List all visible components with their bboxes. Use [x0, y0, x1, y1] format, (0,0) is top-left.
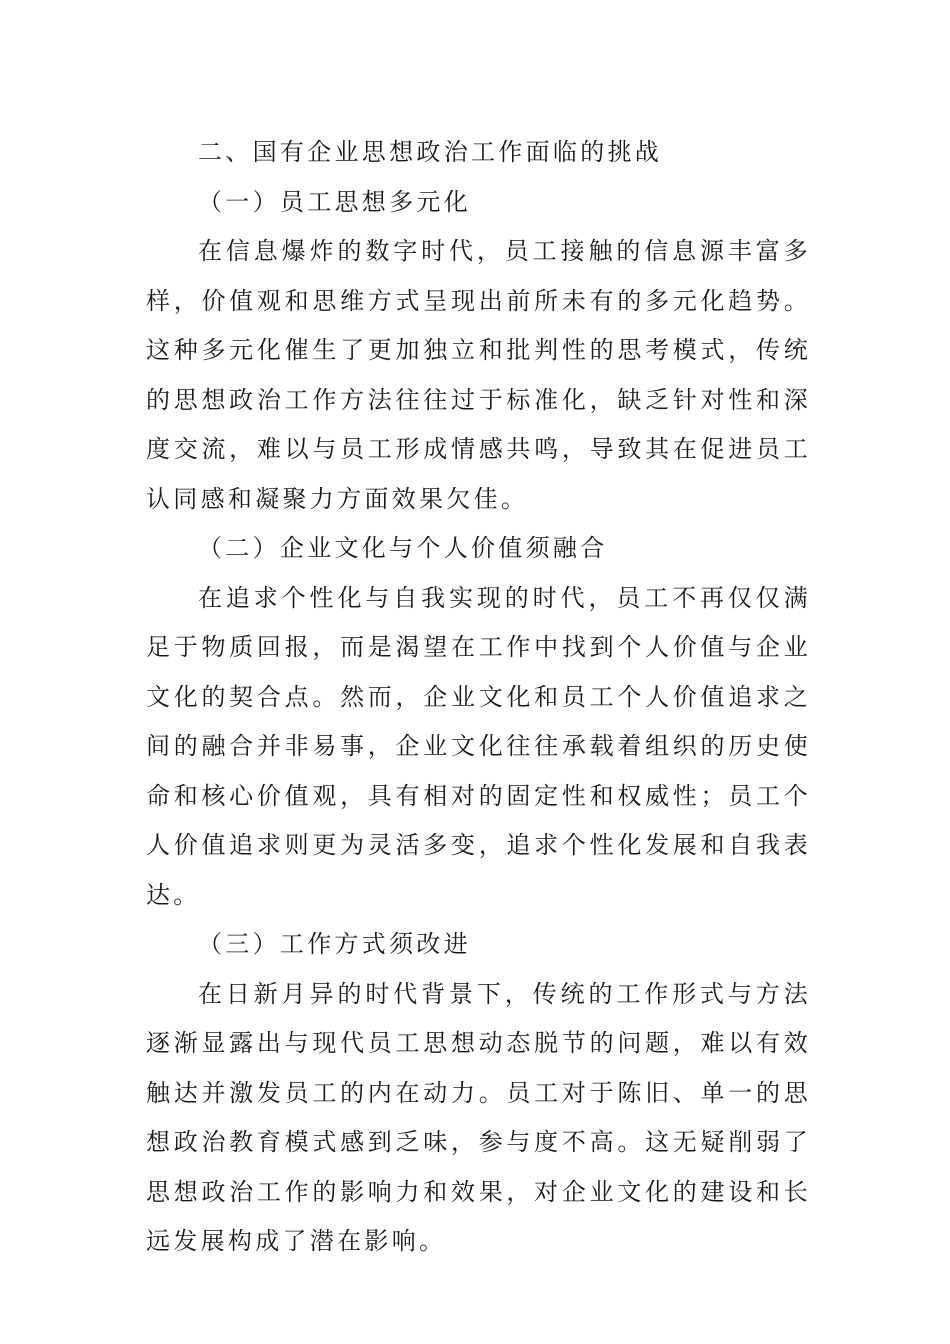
section-title: 二、国有企业思想政治工作面临的挑战 [198, 138, 663, 166]
subsection-heading-2: （二）企业文化与个人价值须融合 [198, 534, 608, 562]
subsection-paragraph-3: 在日新月异的时代背景下，传统的工作形式与方法逐渐显露出与现代员工思想动态脱节的问题，难以有效触达并激发员工的内在动力。员工对于陈旧、单一的思想政治教育模式感到乏味，参与度不高。这无疑削弱了思想政治工作的影响力和效果，对企业文化的建设和长远发展构成了潜在影响。 [146, 979, 811, 1255]
document-body [146, 128, 811, 1267]
subsection-paragraph-2: 在追求个性化与自我实现的时代，员工不再仅仅满足于物质回报，而是渴望在工作中找到个人价值与企业文化的契合点。然而，企业文化和员工个人价值追求之间的融合并非易事，企业文化往往承载着组织的历史使命和核心价值观，具有相对的固定性和权威性；员工个人价值追求则更为灵活多变，追求个性化发展和自我表达。 [146, 583, 811, 909]
subsection-heading-3: （三）工作方式须改进 [198, 930, 471, 958]
subsection-heading-1: （一）员工思想多元化 [198, 187, 471, 216]
subsection-paragraph-1: 在信息爆炸的数字时代，员工接触的信息源丰富多样，价值观和思维方式呈现出前所未有的多元化趋势。这种多元化催生了更加独立和批判性的思考模式，传统的思想政治工作方法往往过于标准化，缺乏针对性和深度交流，难以与员工形成情感共鸣，导致其在促进员工认同感和凝聚力方面效果欠佳。 [146, 237, 811, 513]
